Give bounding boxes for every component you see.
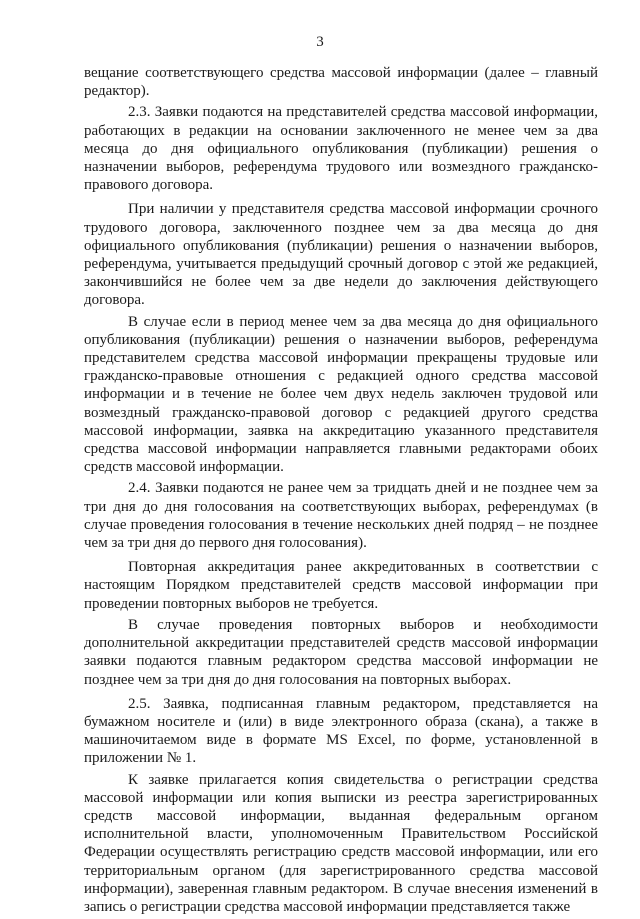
paragraph-fixed-term-contract: При наличии у представителя средства массовой информации срочного трудового договора, заключенного позднее чем за два месяца до дня официального опубликования (публикации) решения о назначении выборов, референдума, учитывается предыдущий срочный договор с этой же редакцией, закончившийся не более чем за две недели до заключения действующего договора. [84,201,598,309]
paragraph-attachments: К заявке прилагается копия свидетельства о регистрации средства массовой информации или копия выписки из реестра зарегистрированных средств массовой информации, выданная федеральным органом исполнительной власти, уполномоченным Правительством Российской Федерации осуществлять регистрацию средств массовой информации, или его территориальным органом (для зарегистрированного средства массовой информации), заверенная главным редактором. В случае внесения изменений в запись о регистрации средства массовой информации представляется также [84,771,598,915]
paragraph-repeat-accreditation: Повторная аккредитация ранее аккредитованных в соответствии с настоящим Порядком представителей средств массовой информации при проведении повторных выборов не требуется. [84,559,598,612]
document-body [84,64,598,919]
paragraph-2-3: 2.3. Заявки подаются на представителей средства массовой информации, работающих в редакции на основании заключенного не менее чем за два месяца до дня официального опубликования (публикации) решения о назначении выборов, референдума трудового или возмездного гражданско-правового договора. [84,104,598,194]
paragraph-additional-accreditation: В случае проведения повторных выборов и необходимости дополнительной аккредитации представителей средств массовой информации заявки подаются главным редактором средства массовой информации не позднее чем за три дня до дня голосования на повторных выборах. [84,616,598,688]
paragraph-continuation: вещание соответствующего средства массовой информации (далее – главный редактор). [84,65,598,100]
paragraph-2-4: 2.4. Заявки подаются не ранее чем за тридцать дней и не позднее чем за три дня до дня голосования на соответствующих выборах, референдумах (в случае проведения голосования в течение нескольких дней подряд – не позднее чем за три дня до первого дня голосования). [84,480,598,552]
paragraph-2-5: 2.5. Заявка, подписанная главным редактором, представляется на бумажном носителе и (или) в виде электронного образа (скана), а также в машиночитаемом виде в формате MS Excel, по форме, установленной в приложении № 1. [84,695,598,767]
paragraph-change-of-employer: В случае если в период менее чем за два месяца до дня официального опубликования (публикации) решения о назначении выборов, референдума представителем средства массовой информации прекращены трудовые или гражданско-правовые отношения с редакцией одного средства массовой информации и в течение не более чем двух недель заключен трудовой или возмездный гражданско-правовой договор с редакцией другого средства массовой информации, заявка на аккредитацию указанного представителя средства массовой информации направляется главными редакторами обоих средств массовой информации. [84,313,598,476]
page-number: 3 [316,34,324,50]
